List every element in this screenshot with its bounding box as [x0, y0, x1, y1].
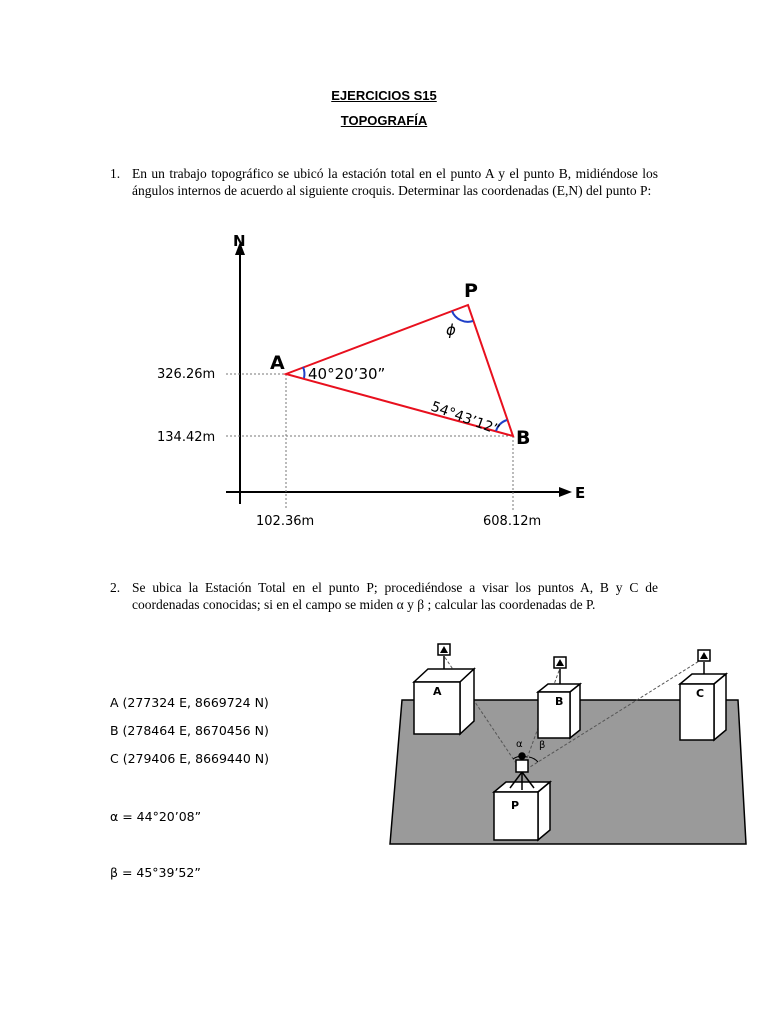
n-b-label: 134.42m [157, 430, 216, 445]
n-axis-label: N [233, 232, 246, 250]
alpha-value: α = 44°20’08” [110, 809, 202, 824]
page-title: EJERCICIOS S15 [331, 88, 437, 103]
exercise-2 [110, 579, 658, 615]
page-subtitle: TOPOGRAFÍA [340, 113, 428, 128]
exercise-1-text: En un trabajo topográfico se ubicó la estación total en el punto A y el punto B, midiéndose los ángulos internos de acuerdo al siguiente croquis. Determinar las coordenadas (E,N) del punto P: [132, 166, 658, 198]
box-c-label: C [696, 687, 705, 700]
e-a-label: 102.36m [256, 514, 315, 529]
coord-c: C (279406 E, 8669440 N) [110, 751, 269, 766]
box-a [414, 644, 474, 734]
box-p [494, 782, 550, 840]
beta-value: β = 45°39’52” [110, 865, 201, 880]
angle-a-label: 40°20’30” [308, 365, 386, 383]
point-b-label: B [516, 427, 531, 449]
beta-label: β [539, 740, 546, 751]
figure-field-sketch [388, 642, 750, 848]
figure-triangle-sketch [140, 228, 600, 538]
coord-a: A (277324 E, 8669724 N) [110, 695, 269, 710]
point-p-label: P [464, 280, 478, 302]
box-a-label: A [433, 685, 442, 698]
box-p-label: P [511, 799, 520, 812]
angle-b-label: 54°43’12” [428, 398, 502, 439]
angle-a-arc [303, 367, 304, 378]
n-a-label: 326.26m [157, 367, 216, 382]
exercise-2-text: Se ubica la Estación Total en el punto P; procediéndose a visar los puntos A, B y C de coordenadas conocidas; si en el campo se miden α y β ; calcular las coordenadas de P. [132, 580, 658, 612]
e-b-label: 608.12m [483, 514, 542, 529]
alpha-label: α [516, 739, 523, 750]
angle-p-label: ϕ [446, 321, 456, 339]
exercise-1-number: 1. [110, 166, 121, 181]
e-axis-label: E [575, 484, 586, 502]
coord-b: B (278464 E, 8670456 N) [110, 723, 269, 738]
e-axis-arrow [559, 487, 572, 497]
exercise-1 [110, 165, 658, 217]
box-b-label: B [555, 695, 564, 708]
exercise-2-number: 2. [110, 580, 121, 595]
point-a-label: A [270, 352, 285, 374]
